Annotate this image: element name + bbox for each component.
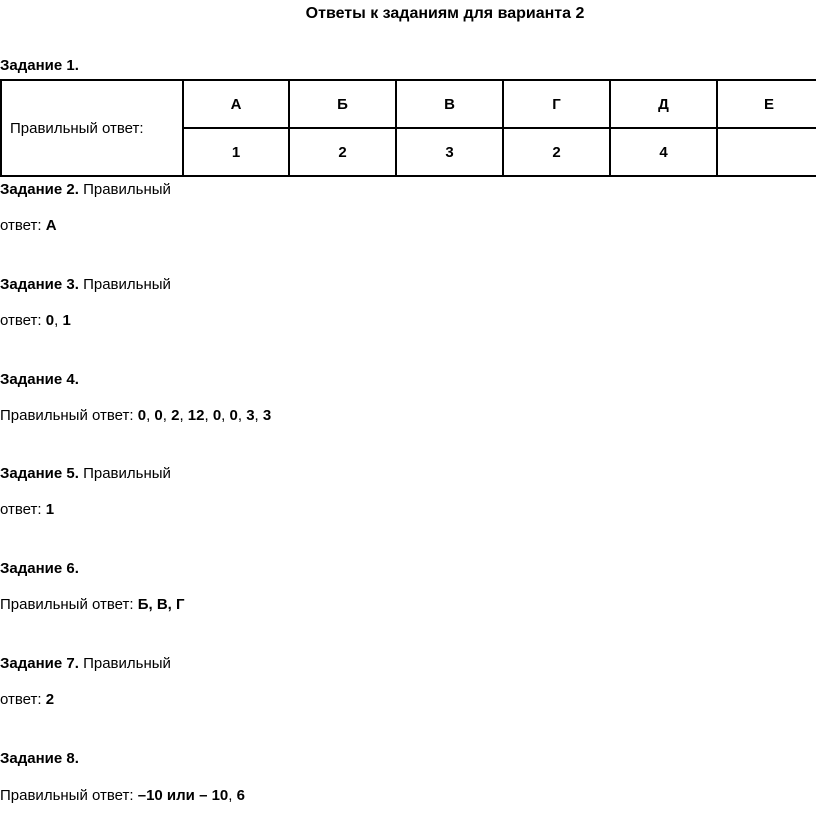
task7-heading: Задание 7. bbox=[0, 655, 79, 672]
task4-separator: , bbox=[254, 407, 259, 424]
table-cell-letter: А bbox=[183, 80, 289, 128]
task4-separator: , bbox=[146, 407, 151, 424]
task1-heading: Задание 1. bbox=[0, 57, 79, 74]
table-cell-answer: 3 bbox=[396, 128, 503, 176]
task5-label-part1: Правильный bbox=[83, 465, 171, 482]
task6-answer: Б, В, Г bbox=[137, 596, 185, 613]
task4-heading: Задание 4. bbox=[0, 371, 79, 388]
task8-answer-main: –10 или – 10 bbox=[137, 787, 229, 804]
task4-value: 12 bbox=[187, 407, 205, 424]
table-cell-letter: Д bbox=[610, 80, 717, 128]
task5-heading-line bbox=[0, 465, 171, 483]
task7-heading-line bbox=[0, 655, 171, 673]
task8-label: Правильный ответ: bbox=[0, 787, 134, 804]
task6-answer-line bbox=[0, 596, 185, 614]
table-cell-answer bbox=[717, 128, 816, 176]
task2-answer-line bbox=[0, 217, 57, 235]
task4-answer-line bbox=[0, 407, 271, 425]
table-row-label: Правильный ответ: bbox=[1, 80, 183, 176]
task4-value: 3 bbox=[262, 407, 272, 424]
task4-separator: , bbox=[221, 407, 226, 424]
table-cell-letter: В bbox=[396, 80, 503, 128]
task5-label-part2: ответ: bbox=[0, 501, 42, 518]
task2-label-part1: Правильный bbox=[83, 181, 171, 198]
task3-answer-a: 0 bbox=[45, 312, 55, 329]
task3-heading: Задание 3. bbox=[0, 276, 79, 293]
table-cell-letter: Г bbox=[503, 80, 610, 128]
task8-separator: , bbox=[228, 787, 233, 804]
task4-separator: , bbox=[237, 407, 243, 424]
table-cell-letter: Е bbox=[717, 80, 816, 128]
task7-answer-line bbox=[0, 691, 54, 709]
task6-label: Правильный ответ: bbox=[0, 596, 134, 613]
task4-value: 0 bbox=[212, 407, 222, 424]
task7-label-part1: Правильный bbox=[83, 655, 171, 672]
task4-separator: , bbox=[179, 407, 184, 424]
task4-value: 0 bbox=[229, 407, 238, 424]
task4-separator: , bbox=[162, 407, 167, 424]
task4-value: 0 bbox=[154, 407, 163, 424]
task4-value: 3 bbox=[246, 407, 255, 424]
task4-label: Правильный ответ: bbox=[0, 407, 134, 424]
task3-label-part2: ответ: bbox=[0, 312, 42, 329]
task2-label-part2: ответ: bbox=[0, 217, 42, 234]
table-cell-answer: 2 bbox=[503, 128, 610, 176]
task3-answer-b: 1 bbox=[62, 312, 71, 329]
task8-heading: Задание 8. bbox=[0, 750, 79, 767]
task6-heading: Задание 6. bbox=[0, 560, 79, 577]
task8-answer-line bbox=[0, 787, 245, 805]
table-cell-answer: 2 bbox=[289, 128, 396, 176]
table-cell-answer: 1 bbox=[183, 128, 289, 176]
task2-answer: А bbox=[45, 217, 57, 234]
table-row-letters bbox=[1, 80, 816, 128]
task5-heading: Задание 5. bbox=[0, 465, 79, 482]
task3-label-part1: Правильный bbox=[83, 276, 171, 293]
task2-heading: Задание 2. bbox=[0, 181, 79, 198]
task7-label-part2: ответ: bbox=[0, 691, 42, 708]
table-cell-letter: Б bbox=[289, 80, 396, 128]
table-cell-answer: 4 bbox=[610, 128, 717, 176]
page-title: Ответы к заданиям для варианта 2 bbox=[305, 5, 585, 22]
task5-answer-line bbox=[0, 501, 54, 519]
task4-separator: , bbox=[204, 407, 209, 424]
task3-heading-line bbox=[0, 276, 171, 294]
task8-answer-extra: 6 bbox=[236, 787, 245, 804]
task2-heading-line bbox=[0, 181, 171, 199]
task1-answer-table bbox=[0, 79, 816, 177]
task4-value: 2 bbox=[171, 407, 180, 424]
task3-separator: , bbox=[54, 312, 59, 329]
task7-answer: 2 bbox=[45, 691, 55, 708]
task3-answer-line bbox=[0, 312, 71, 330]
task4-value: 0 bbox=[137, 407, 147, 424]
task5-answer: 1 bbox=[45, 501, 55, 518]
